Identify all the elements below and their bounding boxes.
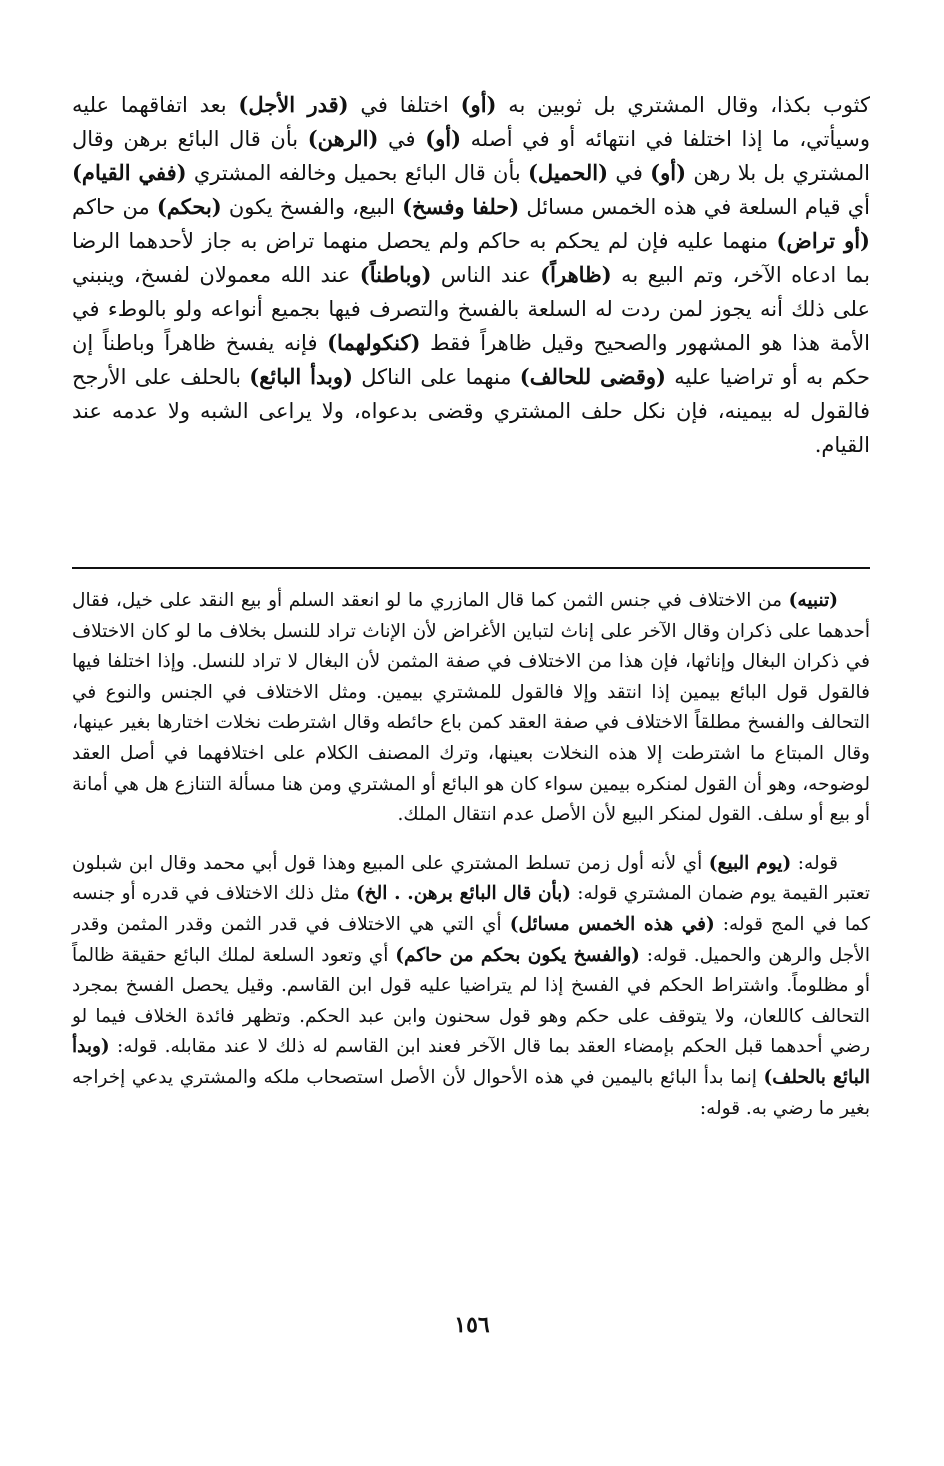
text-run: أي وتعود السلعة لملك البائع حقيقة ظالماً أو مظلوماً. واشتراط الحكم في الفسخ إذا لم يتراضيا عليه قول ابن القاسم. وقيل يحصل الفسخ بمجرد التحالف كاللعان، ولا يتوقف على حكم وهو قول سحنون وابن عبد الحكم. وتظهر فائدة الخلاف فيما لو رضي أحدهما قبل الحكم بإمضاء العقد بما قال الآخر فعند ابن القاسم له ذلك لا عند مقابله. قوله: <box>72 944 870 1058</box>
bold-term: (كنكولهما) <box>327 330 421 355</box>
text-run: من حاكم <box>72 195 157 219</box>
bold-term: (الرهن) <box>307 126 379 151</box>
text-run: بالحلف على الأرجح فالقول له بيمينه، فإن نكل حلف المشتري وقضى بدعواه، ولا يراعى الشبه ولا عدمه عند القيام. <box>72 365 870 457</box>
text-run: أي التي هي الاختلاف في قدر الثمن وقدر المثمن وقدر الأجل والرهن والحميل. قوله: <box>72 913 870 966</box>
text-run: في <box>378 127 426 151</box>
bold-term: (وقضى للحالف) <box>519 364 666 389</box>
footnotes-section <box>72 586 870 1124</box>
bold-term: (قدر الأجل) <box>238 92 349 117</box>
text-run: البيع، والفسخ يكون <box>221 195 403 219</box>
text-run: فإنه يفسخ ظاهراً وباطناً إن حكم به أو تراضيا عليه <box>72 331 870 389</box>
bold-term: (يوم البيع) <box>708 852 792 874</box>
main-text-paragraph <box>72 88 870 462</box>
text-run: قوله: <box>791 852 838 874</box>
text-run: بأن قال البائع برهن وقال المشتري بل بلا رهن <box>72 127 870 185</box>
bold-term: (بحكم) <box>156 194 222 219</box>
bold-term: (تنبيه) <box>788 590 838 611</box>
bold-term: (أو) <box>460 92 497 117</box>
bold-term: (الحميل) <box>528 160 609 185</box>
text-run: عند الله معمولان لفسخ، وينبني على ذلك أنه يجوز لمن ردت له السلعة بالفسخ والتصرف فيها بجميع أنواعه ولو بالوطء في الأمة هذا هو المشهور والصحيح وقيل ظاهراً فقط <box>72 263 871 355</box>
text-run: في <box>608 161 651 185</box>
bold-term: (أو) <box>425 126 462 151</box>
footnote-commentary <box>72 849 870 1124</box>
bold-term: (وبدأ البائع بالحلف) <box>72 1036 871 1088</box>
text-run: عند الناس <box>431 263 541 287</box>
bold-term: (ظاهراً) <box>540 262 612 287</box>
footnote-note <box>72 586 870 831</box>
text-run: أي لأنه أول زمن تسلط المشتري على المبيع وهذا قول أبي محمد وقال ابن شبلون تعتبر القيمة يوم ضمان المشتري قوله: <box>72 852 870 905</box>
page-number: ١٥٦ <box>454 1312 490 1338</box>
bold-term: (وباطناً) <box>359 262 432 287</box>
footnote-divider <box>72 567 870 569</box>
bold-term: (ففي القيام) <box>72 160 187 185</box>
text-run: منهما على الناكل <box>352 365 520 389</box>
bold-term: (أو تراض) <box>776 228 870 253</box>
bold-term: (أو) <box>650 160 687 185</box>
text-run: مثل ذلك الاختلاف في قدره أو جنسه كما في المج قوله: <box>72 883 870 935</box>
text-run: بعد اتفاقهما عليه وسيأتي، ما إذا اختلفا في انتهائه أو في أصله <box>72 93 870 151</box>
text-run: إنما بدأ البائع باليمين في هذه الأحوال لأن الأصل استصحاب ملكه والمشتري يدعي إخراجه بغير ما رضي به. قوله: <box>72 1066 870 1119</box>
text-run: أي قيام السلعة في هذه الخمس مسائل <box>519 195 871 219</box>
bold-term: (بأن قال البائع برهن. . الخ) <box>355 883 572 905</box>
bold-term: (وبدأ البائع) <box>249 364 353 389</box>
text-run: اختلفا في <box>348 93 461 117</box>
text-run: منهما عليه فإن لم يحكم به حاكم ولم يحصل منهما تراض به جاز لأحدهما الرضا بما ادعاه الآخر، وتم البيع به <box>72 229 870 287</box>
text-run: كثوب بكذا، وقال المشتري بل ثوبين به <box>496 93 871 117</box>
bold-term: (حلفا وفسخ) <box>402 194 520 219</box>
text-run: من الاختلاف في جنس الثمن كما قال المازري ما لو انعقد السلم أو بيع النقد على خيل، فقال أحدهما على ذكران وقال الآخر على إناث لتباين الأغراض لأن الإناث تراد للنسل بخلاف ما لو كان الاختلاف في ذكران البغال وإناثها، فإن هذا من الاختلاف في صفة المثمن لأن البغال لا تراد للنسل. وإذا اختلفا فيها فالقول قول البائع بيمين إذا انتقد وإلا فالقول للمشتري بيمين. ومثل الاختلاف في الجنس والنوع في التحالف والفسخ مطلقاً الاختلاف في صفة العقد كمن باع حائطه وقال اشترطت نخلات اختارها بغير عينها، وقال المبتاع ما اشترطت إلا هذه النخلات بعينها، وترك المصنف الكلام على اختلافهما في أصل العقد لوضوحه، وهو أن القول لمنكره بيمين سواء كان هو البائع أو المشتري ومن هنا مسألة التنازع هل هي أمانة أو بيع أو سلف. القول لمنكر البيع لأن الأصل عدم انتقال الملك. <box>72 590 870 826</box>
bold-term: (في هذه الخمس مسائل) <box>509 913 715 935</box>
text-run: بأن قال البائع بحميل وخالفه المشتري <box>186 161 528 185</box>
bold-term: (والفسخ يكون بحكم من حاكم) <box>395 944 640 966</box>
